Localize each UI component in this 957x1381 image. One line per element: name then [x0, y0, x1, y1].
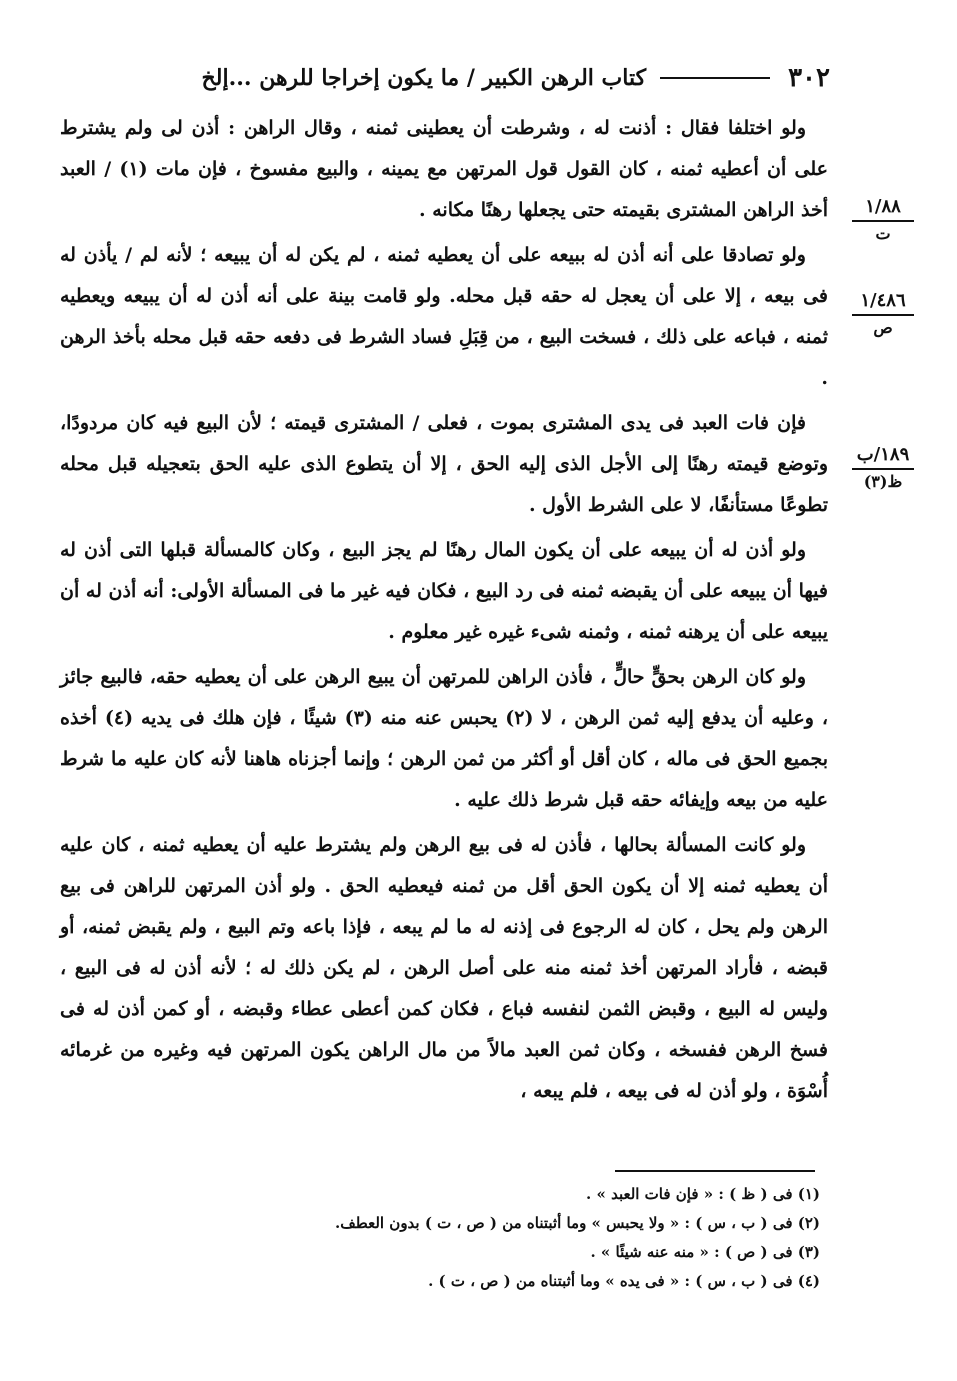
paragraph: ولو كانت المسألة بحالها ، فأذن له فى بيع الرهن ولم يشترط عليه أن يعطيه ثمنه ، كان عليه أن يعطيه ثمنه إلا أن يكون الحق أقل من ثمنه فيعطيه الحق . ولو أذن المرتهن للراهن فى بيع الرهن ولم يحل ، كان له الرجوع فى إذنه له ما لم يبعه ، فإذا باعه وتم البيع ، ولم يقبض ثمنه، أو قبضه ، فأراد المرتهن أخذ ثمنه منه على أصل الرهن ، لم يكن ذلك له ؛ لأنه أذن له فى البيع ، وليس له البيع ، وقبض الثمن لنفسه فباع ، فكان كمن أعطى عطاء وقبضه ، أو كمن أذن له فى فسخ الرهن ففسخه ، وكان ثمن العبد مالاً من مال الراهن يكون المرتهن فيه وغيره من غرمائه أُسْوَة ، ولو أذن له فى بيعه ، فلم يبعه ، — [60, 834, 828, 1102]
footnote: (١) فى ( ظ ) : « فإن فات العبد » . — [586, 1185, 820, 1203]
margin-note-source: ظ(٣) — [863, 472, 903, 491]
footnotes — [300, 1180, 820, 1296]
margin-note-1 — [852, 196, 914, 244]
footnote: (٢) فى ( ب ، س ) : « ولا يحبس » وما أثبتناه من ( ص ، ت ) بدون العطف. — [335, 1214, 820, 1232]
margin-note-source: ص — [873, 318, 893, 337]
paragraph: ولو اختلفا فقال : أذنت له ، وشرطت أن يعطينى ثمنه ، وقال الراهن : أذن لى ولم يشترط على أن أعطيه ثمنه ، كان القول قول المرتهن مع يمينه ، والبيع مفسوخ ، فإن مات (١) / العبد أخذ الراهن المشترى بقيمته حتى يجعلها رهنًا مكانه . — [60, 117, 828, 221]
paragraph: فإن فات العبد فى يدى المشترى بموت ، فعلى / المشترى قيمته ؛ لأن البيع فيه كان مردودًا، وتوضع قيمته رهنًا إلى الأجل الذى إليه الحق ، إلا أن يتطوع الذى عليه الحق بتعجيله قبل محله تطوعًا مستأنفًا، لا على الشرط الأول . — [60, 412, 828, 516]
margin-note-source: ت — [875, 224, 891, 243]
margin-note-ref: ١٨٩/ب — [856, 444, 910, 465]
paragraph: ولو كان الرهن بحقٍّ حالٍّ ، فأذن الراهن للمرتهن أن يبيع الرهن على أن يعطيه حقه، فالبيع جائز ، وعليه أن يدفع إليه ثمن الرهن ، لا (٢) يحبس عنه منه (٣) شيئًا ، فإن هلك فى يديه (٤) أخذه بجميع الحق فى ماله ، كان أقل أو أكثر من ثمن الرهن ؛ وإنما أجزناه هاهنا لأنه كان عليه ما شرط عليه من بيعه وإيفائه حقه قبل شرط ذلك عليه . — [60, 666, 828, 811]
footnote: (٤) فى ( ب ، س ) : « فى يده » وما أثبتناه من ( ص ، ت ) . — [428, 1272, 820, 1290]
margin-note-rule — [852, 314, 914, 316]
header-rule — [660, 77, 770, 79]
margin-note-rule — [852, 220, 914, 222]
paragraph: ولو تصادقا على أنه أذن له ببيعه على أن يعطيه ثمنه ، لم يكن له أن يبيعه ؛ لأنه لم / يأذن له فى بيعه ، إلا على أن يعجل له حقه قبل محله. ولو قامت بينة على أنه أذن له أن يبيعه ويعطيه ثمنه ، فباعه على ذلك ، فسخت البيع ، من قِبَلِ فساد الشرط فى دفعه حقه قبل محله بأخذ الرهن . — [60, 244, 828, 389]
margin-note-ref: ١/٨٨ — [865, 196, 901, 217]
margin-note-3 — [852, 444, 914, 492]
page-number: ٣٠٢ — [788, 63, 830, 93]
paragraph: ولو أذن له أن يبيعه على أن يكون المال رهنًا لم يجز البيع ، وكان كالمسألة قبلها التى أذن له فيها أن يبيعه على أن يقبضه ثمنه فى رد البيع ، فكان فيه غير ما فى المسألة الأولى: أنه أذن له أن يبيعه على أن يرهنه ثمنه ، وثمنه شىء غيره غير معلوم . — [60, 539, 828, 643]
main-text — [60, 108, 828, 1116]
margin-note-2 — [852, 290, 914, 338]
page-header — [60, 58, 830, 98]
footnote: (٣) فى ( ص ) : « منه عنه شيئًا » . — [590, 1243, 820, 1261]
running-title: كتاب الرهن الكبير / ما يكون إخراجا للرهن ...إلخ — [201, 65, 647, 91]
margin-note-ref: ١/٤٨٦ — [860, 290, 906, 311]
margin-note-rule — [852, 468, 914, 470]
footnote-separator — [615, 1170, 815, 1172]
